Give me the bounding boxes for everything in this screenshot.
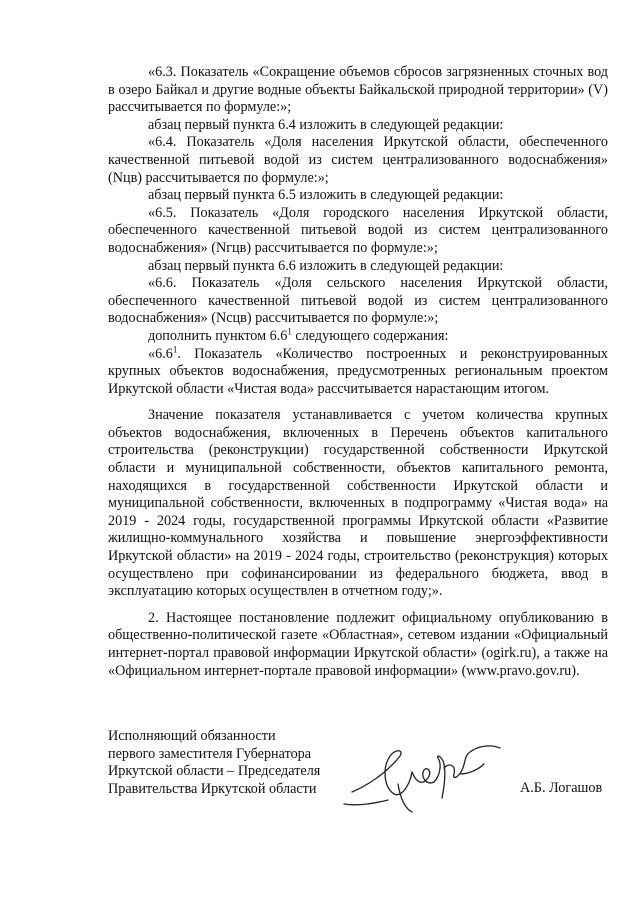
- signatory-title: [108, 728, 320, 798]
- paragraph-6-5: «6.5. Показатель «Доля городского населения Иркутской области, обеспеченного качественной питьевой водой из систем централизованного водоснабжения» (Nгцв) рассчитывается по формуле:»;: [108, 204, 608, 256]
- paragraph-amend-6-6: абзац первый пункта 6.6 изложить в следующей редакции:: [148, 257, 504, 274]
- paragraph-6-6: «6.6. Показатель «Доля сельского населения Иркутской области, обеспеченного качественной питьевой водой из систем централизованного водоснабжения» (Nсцв) рассчитывается по формуле:»;: [108, 275, 608, 327]
- text-fragment: дополнить пунктом 6.6: [148, 327, 288, 344]
- paragraph-6-3: «6.3. Показатель «Сокращение объемов сбросов загрязненных сточных вод в озеро Байкал и другие водные объекты Байкальской природной территории» (V) рассчитывается по формуле:»;: [108, 64, 608, 116]
- paragraph-6-4: «6.4. Показатель «Доля населения Иркутской области, обеспеченного качественной питьевой водой из систем централизованного водоснабжения» (Nцв) рассчитывается по формуле:»;: [108, 134, 608, 186]
- signatory-title-line: Исполняющий обязанности: [108, 728, 276, 744]
- text-fragment: «6.6: [148, 345, 173, 362]
- signatory-title-line: Иркутской области – Председателя: [108, 763, 321, 780]
- text-fragment: . Показатель «Количество построенных и реконструированных крупных объектов водоснабжения, предусмотренных региональным проектом Иркутской области «Чистая вода» рассчитывается нарастающим итогом.: [108, 345, 608, 397]
- paragraph-indicator-value: Значение показателя устанавливается с учетом количества крупных объектов водоснабжения, включенных в Перечень объектов капитального строительства (реконструкции) государственной собственности Иркутской области и муниципальной собственности, объектов капитального ремонта, находящихся в государственной собственности Иркутской области и муниципальной собственности, включенных в подпрограмму «Чистая вода» на 2019 - 2024 годы, государственной программы Иркутской области «Развитие жилищно-коммунального хозяйства и повышение энергоэффективности Иркутской области» на 2019 - 2024 годы, строительство (реконструкция) которых осуществлено при софинансировании из федерального бюджета, ввод в эксплуатацию которых осуществлен в отчетном году;».: [108, 407, 608, 600]
- paragraph-publication: 2. Настоящее постановление подлежит официальному опубликованию в общественно-политической газете «Областная», сетевом издании «Официальный интернет-портал правовой информации Иркутской области» (ogirk.ru), а также на «Официальном интернет-портале правовой информации» (www.pravo.gov.ru).: [108, 609, 608, 679]
- paragraph-add-6-6-1: [108, 328, 608, 346]
- paragraph-amend-6-5: абзац первый пункта 6.5 изложить в следующей редакции:: [148, 187, 504, 204]
- paragraph-amend-6-4: абзац первый пункта 6.4 изложить в следующей редакции:: [148, 116, 504, 133]
- signatory-title-line: первого заместителя Губернатора: [108, 745, 312, 762]
- handwritten-signature: [338, 734, 508, 814]
- superscript: 1: [287, 326, 292, 337]
- paragraph-6-6-1: [108, 343, 608, 399]
- signatory-name: А.Б. Логашов: [520, 780, 603, 796]
- document-body: [108, 64, 608, 680]
- signature-block: [108, 728, 608, 828]
- signatory-title-line: Правительства Иркутской области: [108, 780, 317, 797]
- superscript: 1: [172, 343, 178, 354]
- text-fragment: следующего содержания:: [291, 327, 449, 344]
